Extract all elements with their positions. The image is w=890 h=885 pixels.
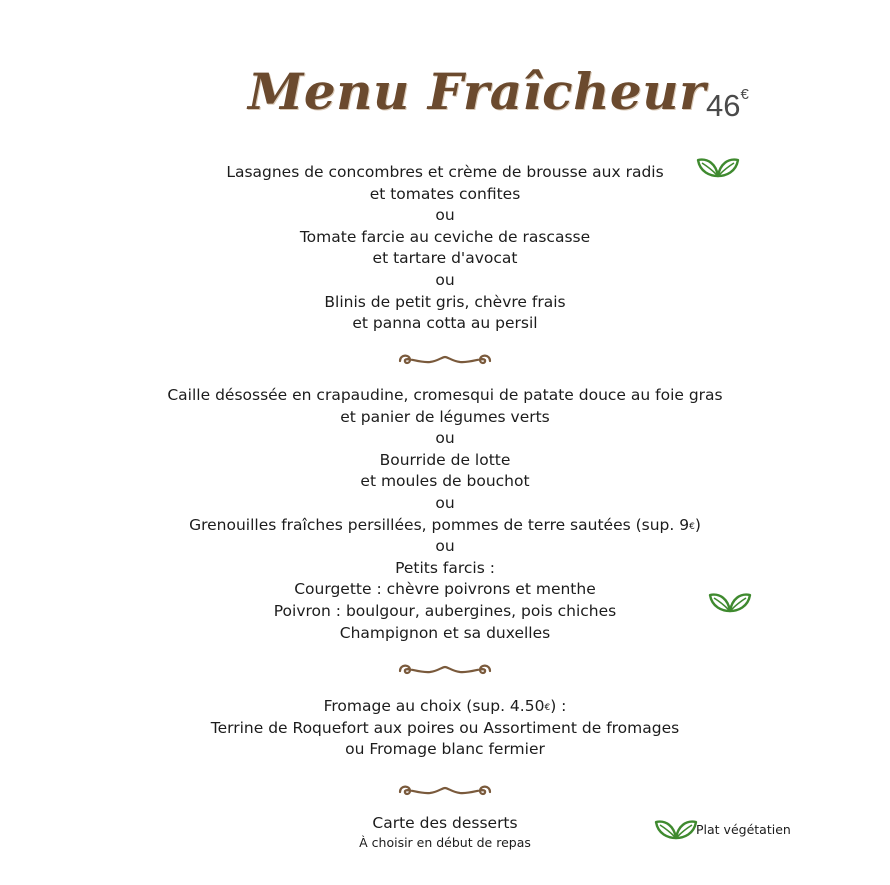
legend-label: Plat végétatien bbox=[696, 822, 791, 837]
main-line: Bourride de lotte bbox=[379, 450, 511, 469]
main-line bbox=[0, 515, 890, 537]
or-separator: ou bbox=[435, 537, 455, 556]
currency-sign: € bbox=[544, 703, 551, 713]
grenouilles-text: Grenouilles fraîches persillées, pommes de terre sautées (sup. 9 bbox=[189, 515, 690, 534]
cheese-head-text: Fromage au choix (sup. 4.50 bbox=[323, 697, 545, 715]
cheese-line: Terrine de Roquefort aux poires ou Assortiment de fromages bbox=[210, 718, 680, 737]
or-separator: ou bbox=[435, 493, 455, 512]
price-value: 46 bbox=[706, 88, 741, 123]
leaf-icon bbox=[696, 154, 740, 180]
main-line: Champignon et sa duxelles bbox=[339, 623, 551, 642]
menu-title: Menu Fraîcheur bbox=[248, 62, 706, 121]
main-line: Petits farcis : bbox=[395, 558, 495, 577]
desserts-subtitle: À choisir en début de repas bbox=[359, 835, 531, 850]
closing-paren: ) bbox=[694, 515, 701, 534]
starter-line: et tartare d'avocat bbox=[372, 249, 518, 268]
starter-line: Blinis de petit gris, chèvre frais bbox=[324, 292, 566, 311]
ornament-divider bbox=[396, 782, 494, 798]
cheese-head-close: ) : bbox=[550, 697, 567, 715]
main-line: et panier de légumes verts bbox=[340, 407, 550, 426]
mains-section bbox=[0, 385, 890, 644]
starter-line: Tomate farcie au ceviche de rascasse bbox=[299, 227, 591, 246]
ornament-divider bbox=[396, 661, 494, 677]
main-line: et moules de bouchot bbox=[360, 472, 530, 491]
starters-section bbox=[0, 162, 890, 335]
starter-line: Lasagnes de concombres et crème de brousse aux radis bbox=[226, 163, 664, 181]
main-line: Poivron : boulgour, aubergines, pois chiches bbox=[273, 601, 617, 620]
or-separator: ou bbox=[435, 270, 455, 289]
price-currency: € bbox=[740, 86, 749, 103]
or-separator: ou bbox=[435, 206, 455, 225]
starter-line: et tomates confites bbox=[369, 184, 521, 203]
main-line: Caille désossée en crapaudine, cromesqui de patate douce au foie gras bbox=[167, 386, 723, 404]
currency-sign: € bbox=[689, 521, 695, 532]
cheese-heading bbox=[0, 696, 890, 718]
or-separator: ou bbox=[435, 429, 455, 448]
main-line: Courgette : chèvre poivrons et menthe bbox=[294, 580, 596, 599]
desserts-title: Carte des desserts bbox=[372, 814, 518, 832]
menu-price bbox=[706, 88, 749, 124]
leaf-icon bbox=[708, 589, 752, 615]
legend-leaf-icon bbox=[654, 816, 698, 842]
cheese-line: ou Fromage blanc fermier bbox=[345, 740, 545, 759]
starter-line: et panna cotta au persil bbox=[352, 314, 538, 333]
cheese-section bbox=[0, 696, 890, 761]
ornament-divider bbox=[396, 351, 494, 367]
